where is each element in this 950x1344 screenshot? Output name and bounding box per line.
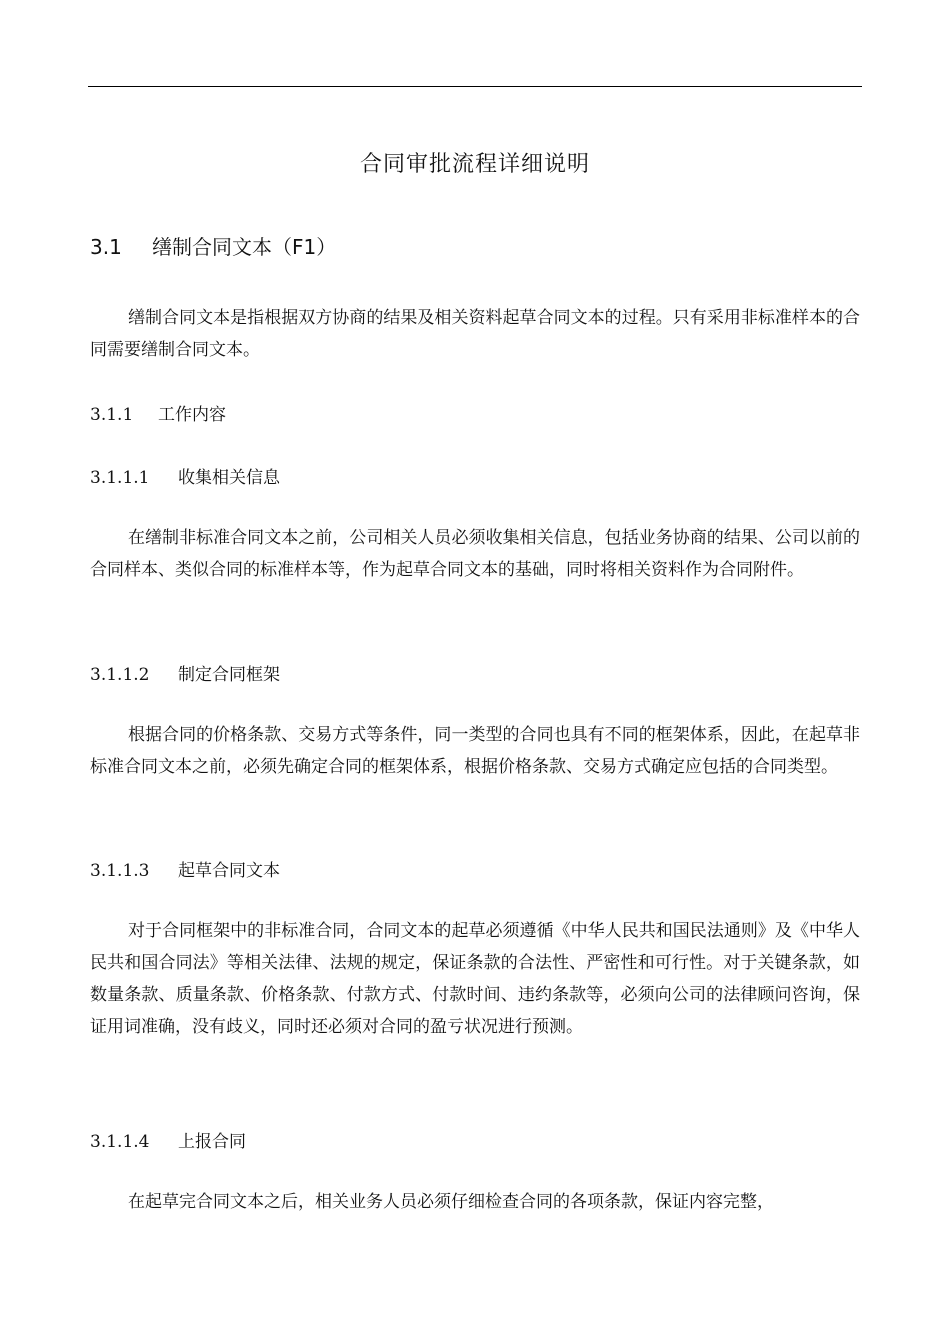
document-title: 合同审批流程详细说明 — [359, 152, 590, 177]
item-paragraph-3: 对于合同框架中的非标准合同，合同文本的起草必须遵循《中华人民共和国民法通则》及《中华人民共和国合同法》等相关法律、法规的规定，保证条款的合法性、严密性和可行性。对于关键条款，如数量条款、质量条款、价格条款、付款方式、付款时间、违约条款等，必须向公司的法律顾问咨询，保证用词准确，没有歧义，同时还必须对合同的盈亏状况进行预测。 — [90, 921, 860, 1037]
item-title: 上报合同 — [178, 1132, 246, 1152]
item-title: 起草合同文本 — [178, 861, 280, 881]
item-heading-2 — [90, 662, 280, 688]
item-heading-1 — [90, 465, 280, 491]
subsection-number: 3.1.1 — [90, 405, 134, 425]
subsection-heading — [90, 402, 226, 428]
item-paragraph-2: 根据合同的价格条款、交易方式等条件，同一类型的合同也具有不同的框架体系，因此，在起草非标准合同文本之前，必须先确定合同的框架体系，根据价格条款、交易方式确定应包括的合同类型。 — [90, 725, 860, 777]
section-intro-paragraph: 缮制合同文本是指根据双方协商的结果及相关资料起草合同文本的过程。只有采用非标准样本的合同需要缮制合同文本。 — [90, 308, 860, 360]
header-rule — [88, 86, 862, 87]
item-title: 收集相关信息 — [178, 468, 280, 488]
item-paragraph-1: 在缮制非标准合同文本之前，公司相关人员必须收集相关信息，包括业务协商的结果、公司以前的合同样本、类似合同的标准样本等，作为起草合同文本的基础，同时将相关资料作为合同附件。 — [90, 528, 860, 580]
item-heading-3 — [90, 858, 280, 884]
item-paragraph-4: 在起草完合同文本之后，相关业务人员必须仔细检查合同的各项条款，保证内容完整， — [128, 1192, 774, 1212]
section-number: 3.1 — [90, 235, 122, 259]
item-number: 3.1.1.3 — [90, 861, 150, 881]
subsection-title: 工作内容 — [158, 405, 226, 425]
section-title: 缮制合同文本（F1） — [152, 235, 337, 259]
item-number: 3.1.1.4 — [90, 1132, 150, 1152]
section-heading — [90, 232, 336, 262]
item-heading-4 — [90, 1129, 246, 1155]
item-number: 3.1.1.1 — [90, 468, 150, 488]
item-number: 3.1.1.2 — [90, 665, 150, 685]
item-title: 制定合同框架 — [178, 665, 280, 685]
